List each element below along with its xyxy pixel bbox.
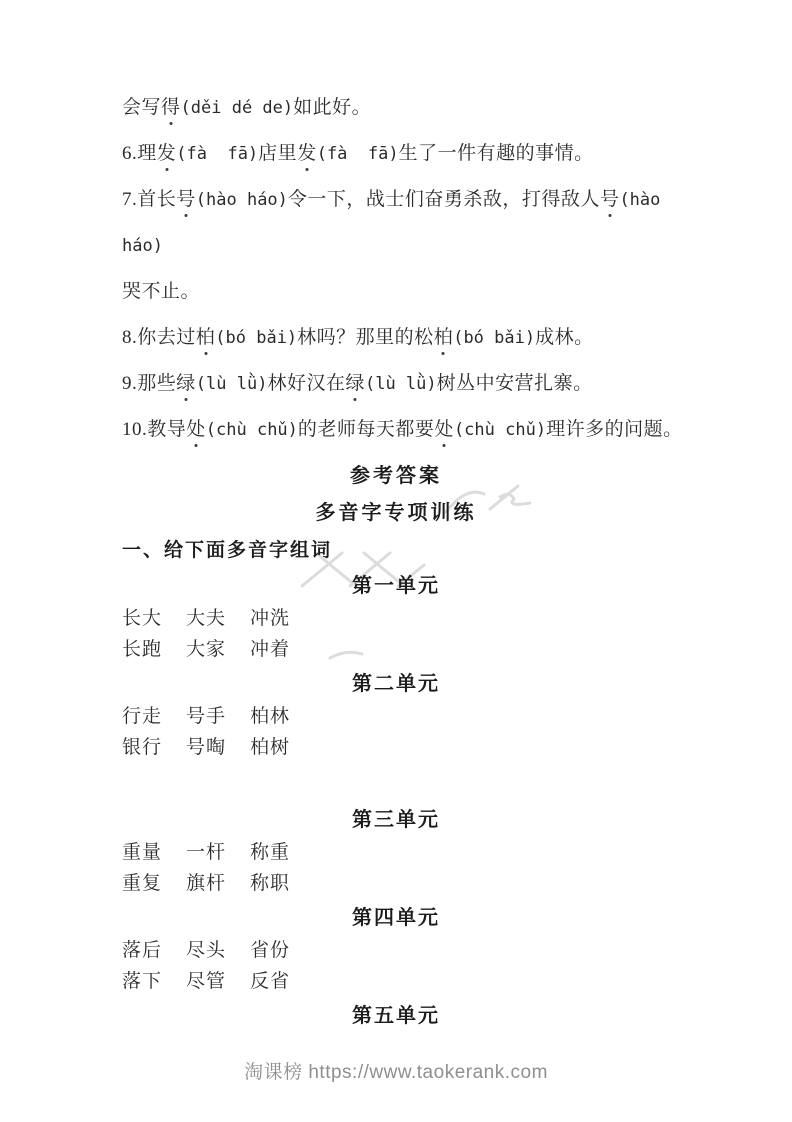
pinyin-options: (lù lǜ) [364, 374, 437, 394]
pinyin-options: (fà fā) [176, 144, 259, 164]
answer-word: 省份 [250, 940, 291, 961]
pinyin-options: háo) [122, 236, 163, 256]
answer-word: 柏林 [250, 706, 291, 727]
answer-word: 大夫 [186, 608, 227, 629]
emphasized-character: 发 [297, 141, 317, 167]
answer-word-row [122, 840, 670, 865]
emphasized-character: 柏 [196, 325, 216, 351]
answer-word: 反省 [250, 971, 291, 992]
answer-word: 柏树 [250, 737, 291, 758]
answer-word: 银行 [122, 737, 163, 758]
answer-word: 尽头 [186, 940, 227, 961]
pinyin-options: (chù chǔ) [453, 420, 547, 440]
answer-word: 称重 [250, 842, 291, 863]
question-line: 8.你去过柏(bó bǎi)林吗？那里的松柏(bó bǎi)成林。 [122, 325, 670, 351]
answer-units-container [122, 572, 670, 1030]
unit-heading: 第二单元 [352, 673, 440, 695]
answer-section-heading: 一、给下面多音字组词 [122, 540, 333, 561]
pinyin-options: (lù lǜ) [195, 374, 268, 394]
question-line [122, 233, 670, 259]
emphasized-character: 绿 [345, 371, 365, 397]
emphasized-character: 号 [600, 187, 620, 213]
questions-container [122, 95, 683, 443]
answer-word: 旗杆 [186, 873, 227, 894]
emphasized-character: 处 [434, 417, 454, 443]
answer-word-row [122, 704, 670, 729]
answer-word: 行走 [122, 706, 163, 727]
answer-word: 尽管 [186, 971, 227, 992]
answer-word: 重复 [122, 873, 163, 894]
answer-word: 大家 [186, 639, 227, 660]
unit-heading: 第三单元 [352, 809, 440, 831]
emphasized-character: 绿 [176, 371, 196, 397]
answer-word-row [122, 606, 670, 631]
answer-word-row [122, 938, 670, 963]
answer-word: 落后 [122, 940, 163, 961]
emphasized-character: 处 [186, 417, 206, 443]
unit-heading: 第五单元 [352, 1005, 440, 1027]
question-line: 会写得(děi dé de)如此好。 [122, 95, 670, 121]
answer-key-title: 参考答案 [350, 465, 442, 487]
answer-word: 一杆 [186, 842, 227, 863]
answer-word: 号啕 [186, 737, 227, 758]
footer-watermark-text: 淘课榜 https://www.taokerank.com [244, 1062, 548, 1083]
unit-heading: 第四单元 [352, 907, 440, 929]
emphasized-character: 发 [157, 141, 177, 167]
pinyin-options: (děi dé de) [180, 98, 294, 118]
answer-key-subtitle: 多音字专项训练 [315, 502, 477, 524]
answer-word: 长跑 [122, 639, 163, 660]
pinyin-options: (bó bǎi) [215, 328, 298, 348]
answer-word: 落下 [122, 971, 163, 992]
question-line: 6.理发(fà fā)店里发(fà fā)生了一件有趣的事情。 [122, 141, 670, 167]
answer-word: 重量 [122, 842, 163, 863]
pinyin-options: (hào [619, 190, 661, 210]
page-content [122, 95, 683, 1036]
emphasized-character: 柏 [434, 325, 454, 351]
pinyin-options: (hào háo) [195, 190, 288, 210]
answer-word: 号手 [186, 706, 227, 727]
pinyin-options: (fà fā) [316, 144, 399, 164]
answer-word-row [122, 969, 670, 994]
answer-word: 冲洗 [250, 608, 291, 629]
answer-word: 冲着 [250, 639, 291, 660]
answer-word-row [122, 871, 670, 896]
question-line: 哭不止。 [122, 281, 201, 302]
emphasized-character: 得 [161, 95, 181, 121]
unit-heading: 第一单元 [352, 575, 440, 597]
spacer [122, 766, 670, 798]
question-line: 10.教导处(chù chǔ)的老师每天都要处(chù chǔ)理许多的问题。 [122, 417, 670, 443]
answer-word: 称职 [250, 873, 291, 894]
emphasized-character: 号 [176, 187, 196, 213]
answer-word-row [122, 637, 670, 662]
pinyin-options: (bó bǎi) [453, 328, 536, 348]
question-line: 9.那些绿(lù lǜ)林好汉在绿(lù lǜ)树丛中安营扎寨。 [122, 371, 670, 397]
question-line: 7.首长号(hào háo)令一下，战士们奋勇杀敌，打得敌人号(hào [122, 187, 670, 213]
answer-word-row [122, 735, 670, 760]
pinyin-options: (chù chǔ) [205, 420, 298, 440]
answer-word: 长大 [122, 608, 163, 629]
